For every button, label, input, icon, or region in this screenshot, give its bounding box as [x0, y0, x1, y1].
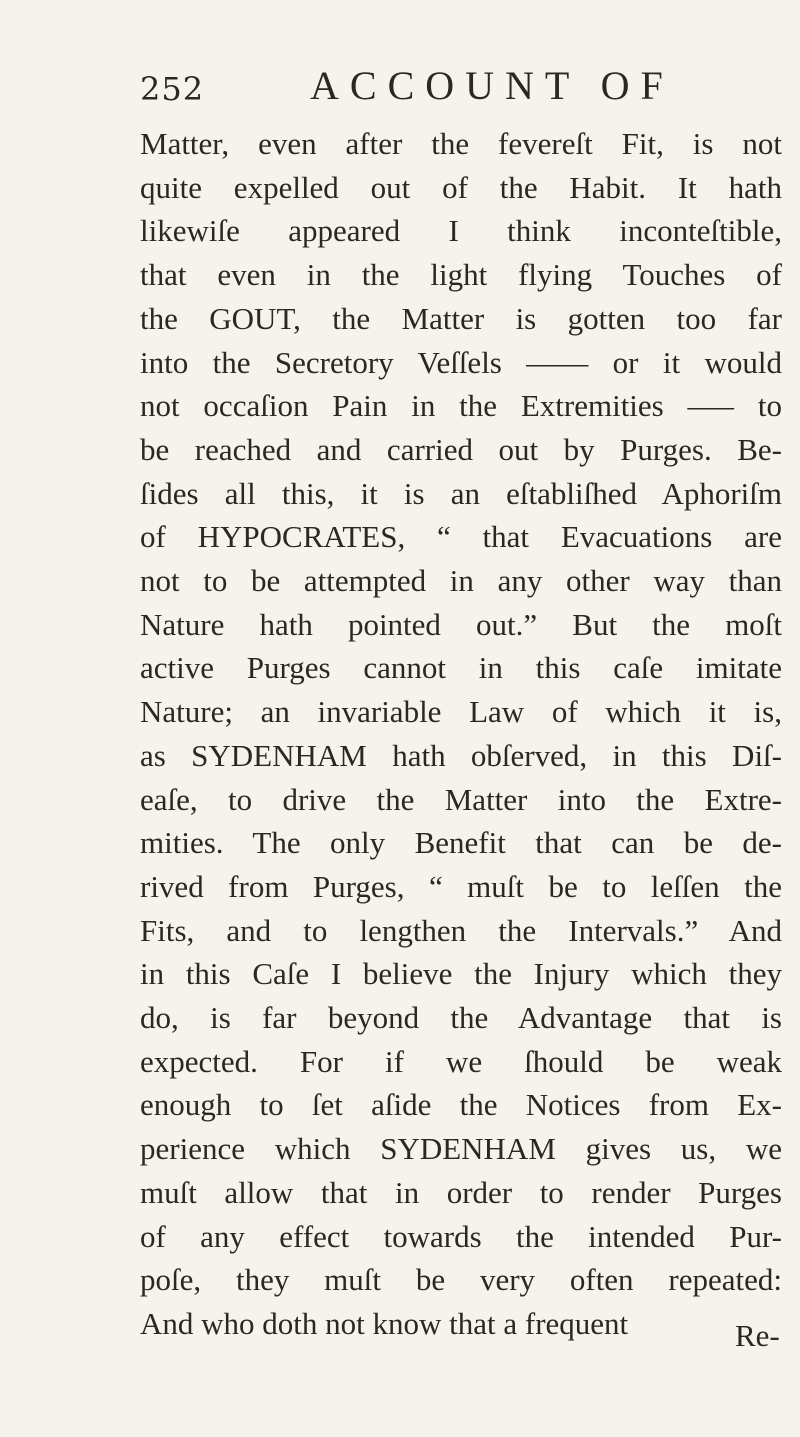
text-line: of any effect towards the intended Pur- — [140, 1218, 782, 1254]
text-line: Matter, even after the fevereſt Fit, is not — [140, 126, 782, 161]
text-line: that even in the light flying Touches of — [140, 257, 782, 293]
text-line: perience which SYDENHAM gives us, we — [140, 1131, 782, 1167]
running-head: ACCOUNT OF — [310, 63, 674, 108]
text-line: expected. For if we ſhould be weak — [140, 1043, 782, 1079]
catchword: Re- — [735, 1318, 780, 1353]
text-line: quite expelled out of the Habit. It hath — [140, 169, 782, 205]
text-line: of HYPOCRATES, “ that Evacuations are — [140, 519, 782, 555]
page-number: 252 — [140, 70, 205, 108]
text-line: Fits, and to lengthen the Intervals.” And — [140, 912, 782, 948]
text-line: ſides all this, it is an eſtabliſhed Aphoriſm — [140, 475, 782, 511]
text-line: rived from Purges, “ muſt be to leſſen the — [140, 868, 782, 904]
text-line: eaſe, to drive the Matter into the Extre- — [140, 781, 782, 817]
text-line: Nature; an invariable Law of which it is, — [140, 694, 782, 730]
text-line: And who doth not know that a frequent — [140, 1305, 629, 1341]
text-line: into the Secretory Veſſels —— or it would — [140, 344, 782, 380]
text-line: poſe, they muſt be very often repeated: — [140, 1262, 782, 1298]
text-line: do, is far beyond the Advantage that is — [140, 1000, 782, 1036]
text-line: as SYDENHAM hath obſerved, in this Diſ- — [140, 737, 782, 773]
text-line: Nature hath pointed out.” But the moſt — [140, 606, 782, 642]
text-line: mities. The only Benefit that can be de- — [140, 825, 782, 861]
text-line: enough to ſet aſide the Notices from Ex- — [140, 1087, 782, 1123]
text-line: active Purges cannot in this caſe imitate — [140, 650, 782, 686]
text-line: the GOUT, the Matter is gotten too far — [140, 300, 782, 336]
body-text — [140, 122, 790, 1346]
text-line: in this Caſe I believe the Injury which they — [140, 956, 782, 992]
text-line: not to be attempted in any other way than — [140, 563, 782, 599]
text-line: likewiſe appeared I think inconteſtible, — [140, 213, 782, 249]
text-line: be reached and carried out by Purges. Be- — [140, 431, 782, 467]
text-line: not occaſion Pain in the Extremities —– to — [140, 388, 782, 424]
text-line: muſt allow that in order to render Purges — [140, 1174, 782, 1210]
page-header — [140, 62, 700, 122]
